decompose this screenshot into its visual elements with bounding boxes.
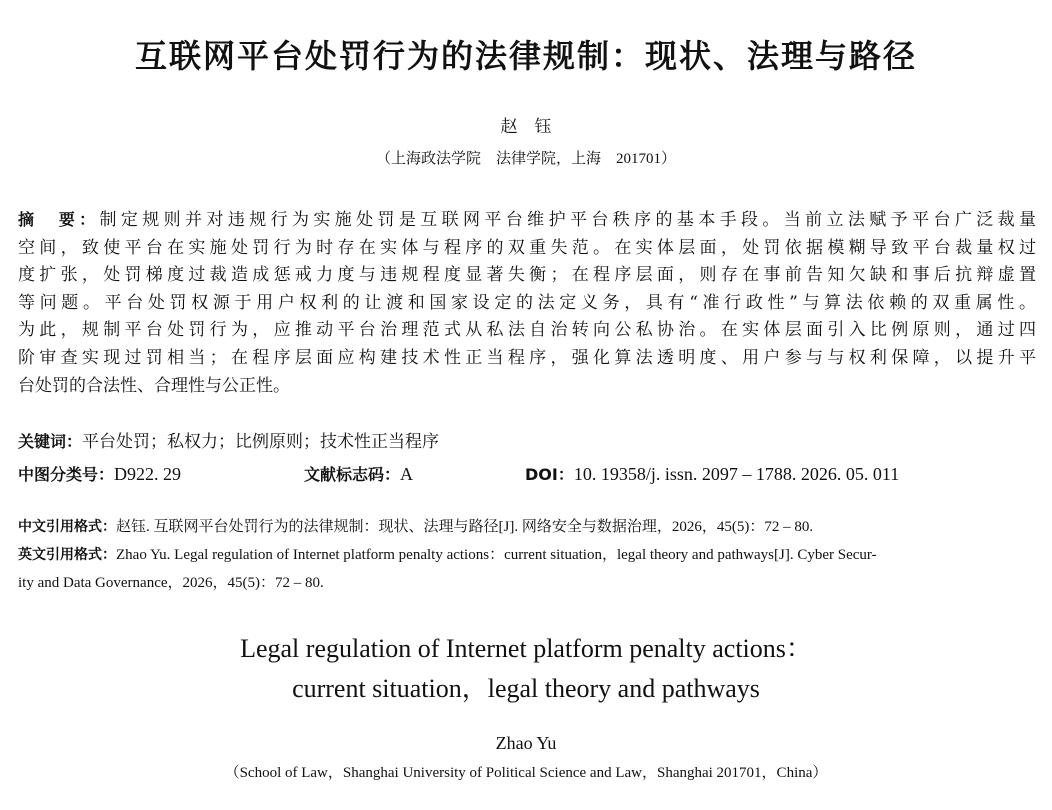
- abstract-line: 度扩张，处罚梯度过裁造成惩戒力度与违规程度显著失衡；在程序层面，则存在事前告知欠缺和事后抗辩虚置: [18, 265, 1036, 286]
- author-name-en: Zhao Yu: [495, 733, 557, 753]
- document-code-value: A: [400, 464, 414, 484]
- paper-title-en-line: Legal regulation of Internet platform penalty actions：: [240, 634, 812, 663]
- doi-label: DOI：: [525, 465, 574, 484]
- abstract-line: 为此，规制平台处罚行为，应推动平台治理范式从私法自治转向公私协治。在实体层面引入比例原则，通过四: [18, 320, 1036, 341]
- citation-cn-label: 中文引用格式：: [18, 519, 116, 535]
- keywords-text: 平台处罚；私权力；比例原则；技术性正当程序: [82, 432, 440, 452]
- document-code-label: 文献标志码：: [304, 465, 401, 484]
- citation-en-text-continued: ity and Data Governance，2026，45(5)：72 – 80.: [18, 575, 324, 591]
- citation-en-label: 英文引用格式：: [18, 547, 116, 563]
- author-affiliation-cn: （上海政法学院 法律学院，上海 201701）: [375, 151, 676, 167]
- abstract-line: [18, 206, 1036, 235]
- clc-label: 中图分类号：: [18, 465, 115, 484]
- document-code: [304, 462, 413, 487]
- abstract-line: 等问题。平台处罚权源于用户权利的让渡和国家设定的法定义务，具有“准行政性”与算法依赖的双重属性。: [18, 292, 1036, 313]
- abstract-line: 台处罚的合法性、合理性与公正性。: [18, 375, 290, 396]
- citation-en-continued: [18, 569, 1036, 597]
- paper-title-en: [0, 629, 1052, 709]
- author-affiliation-en: （School of Law，Shanghai University of Political Science and Law，Shanghai 201701，China）: [224, 765, 828, 781]
- citation-cn: [18, 513, 1036, 541]
- citation-en: [18, 541, 1036, 569]
- citation-cn-text: 赵钰. 互联网平台处罚行为的法律规制：现状、法理与路径[J]. 网络安全与数据治理，2026，45(5)：72 – 80.: [116, 519, 814, 535]
- clc-number: [18, 462, 181, 487]
- paper-title-cn: 互联网平台处罚行为的法律规制：现状、法理与路径: [134, 37, 917, 75]
- paper-title-en-line: current situation，legal theory and pathways: [292, 674, 760, 703]
- doi: [525, 462, 899, 487]
- abstract-text: 制定规则并对违规行为实施处罚是互联网平台维护平台秩序的基本手段。当前立法赋予平台广泛裁量: [99, 210, 1036, 230]
- classification-line: [18, 462, 1036, 486]
- citation-en-text: Zhao Yu. Legal regulation of Internet platform penalty actions：current situation，legal theory and pathways[J]. Cyber Secur-: [116, 547, 877, 563]
- keywords-label: 关键词：: [18, 432, 83, 451]
- abstract: [18, 206, 1036, 400]
- abstract-label: 摘 要：: [18, 210, 100, 229]
- keywords: [18, 430, 439, 454]
- abstract-line: 阶审查实现过罚相当；在程序层面应构建技术性正当程序，强化算法透明度、用户参与与权利保障，以提升平: [18, 347, 1036, 368]
- author-name-cn: 赵 钰: [500, 117, 552, 137]
- abstract-line: 空间，致使平台在实施处罚行为时存在实体与程序的双重失范。在实体层面，处罚依据模糊导致平台裁量权过: [18, 237, 1036, 258]
- doi-value: 10. 19358/j. issn. 2097 – 1788. 2026. 05. 011: [573, 464, 900, 484]
- clc-value: D922. 29: [114, 464, 182, 484]
